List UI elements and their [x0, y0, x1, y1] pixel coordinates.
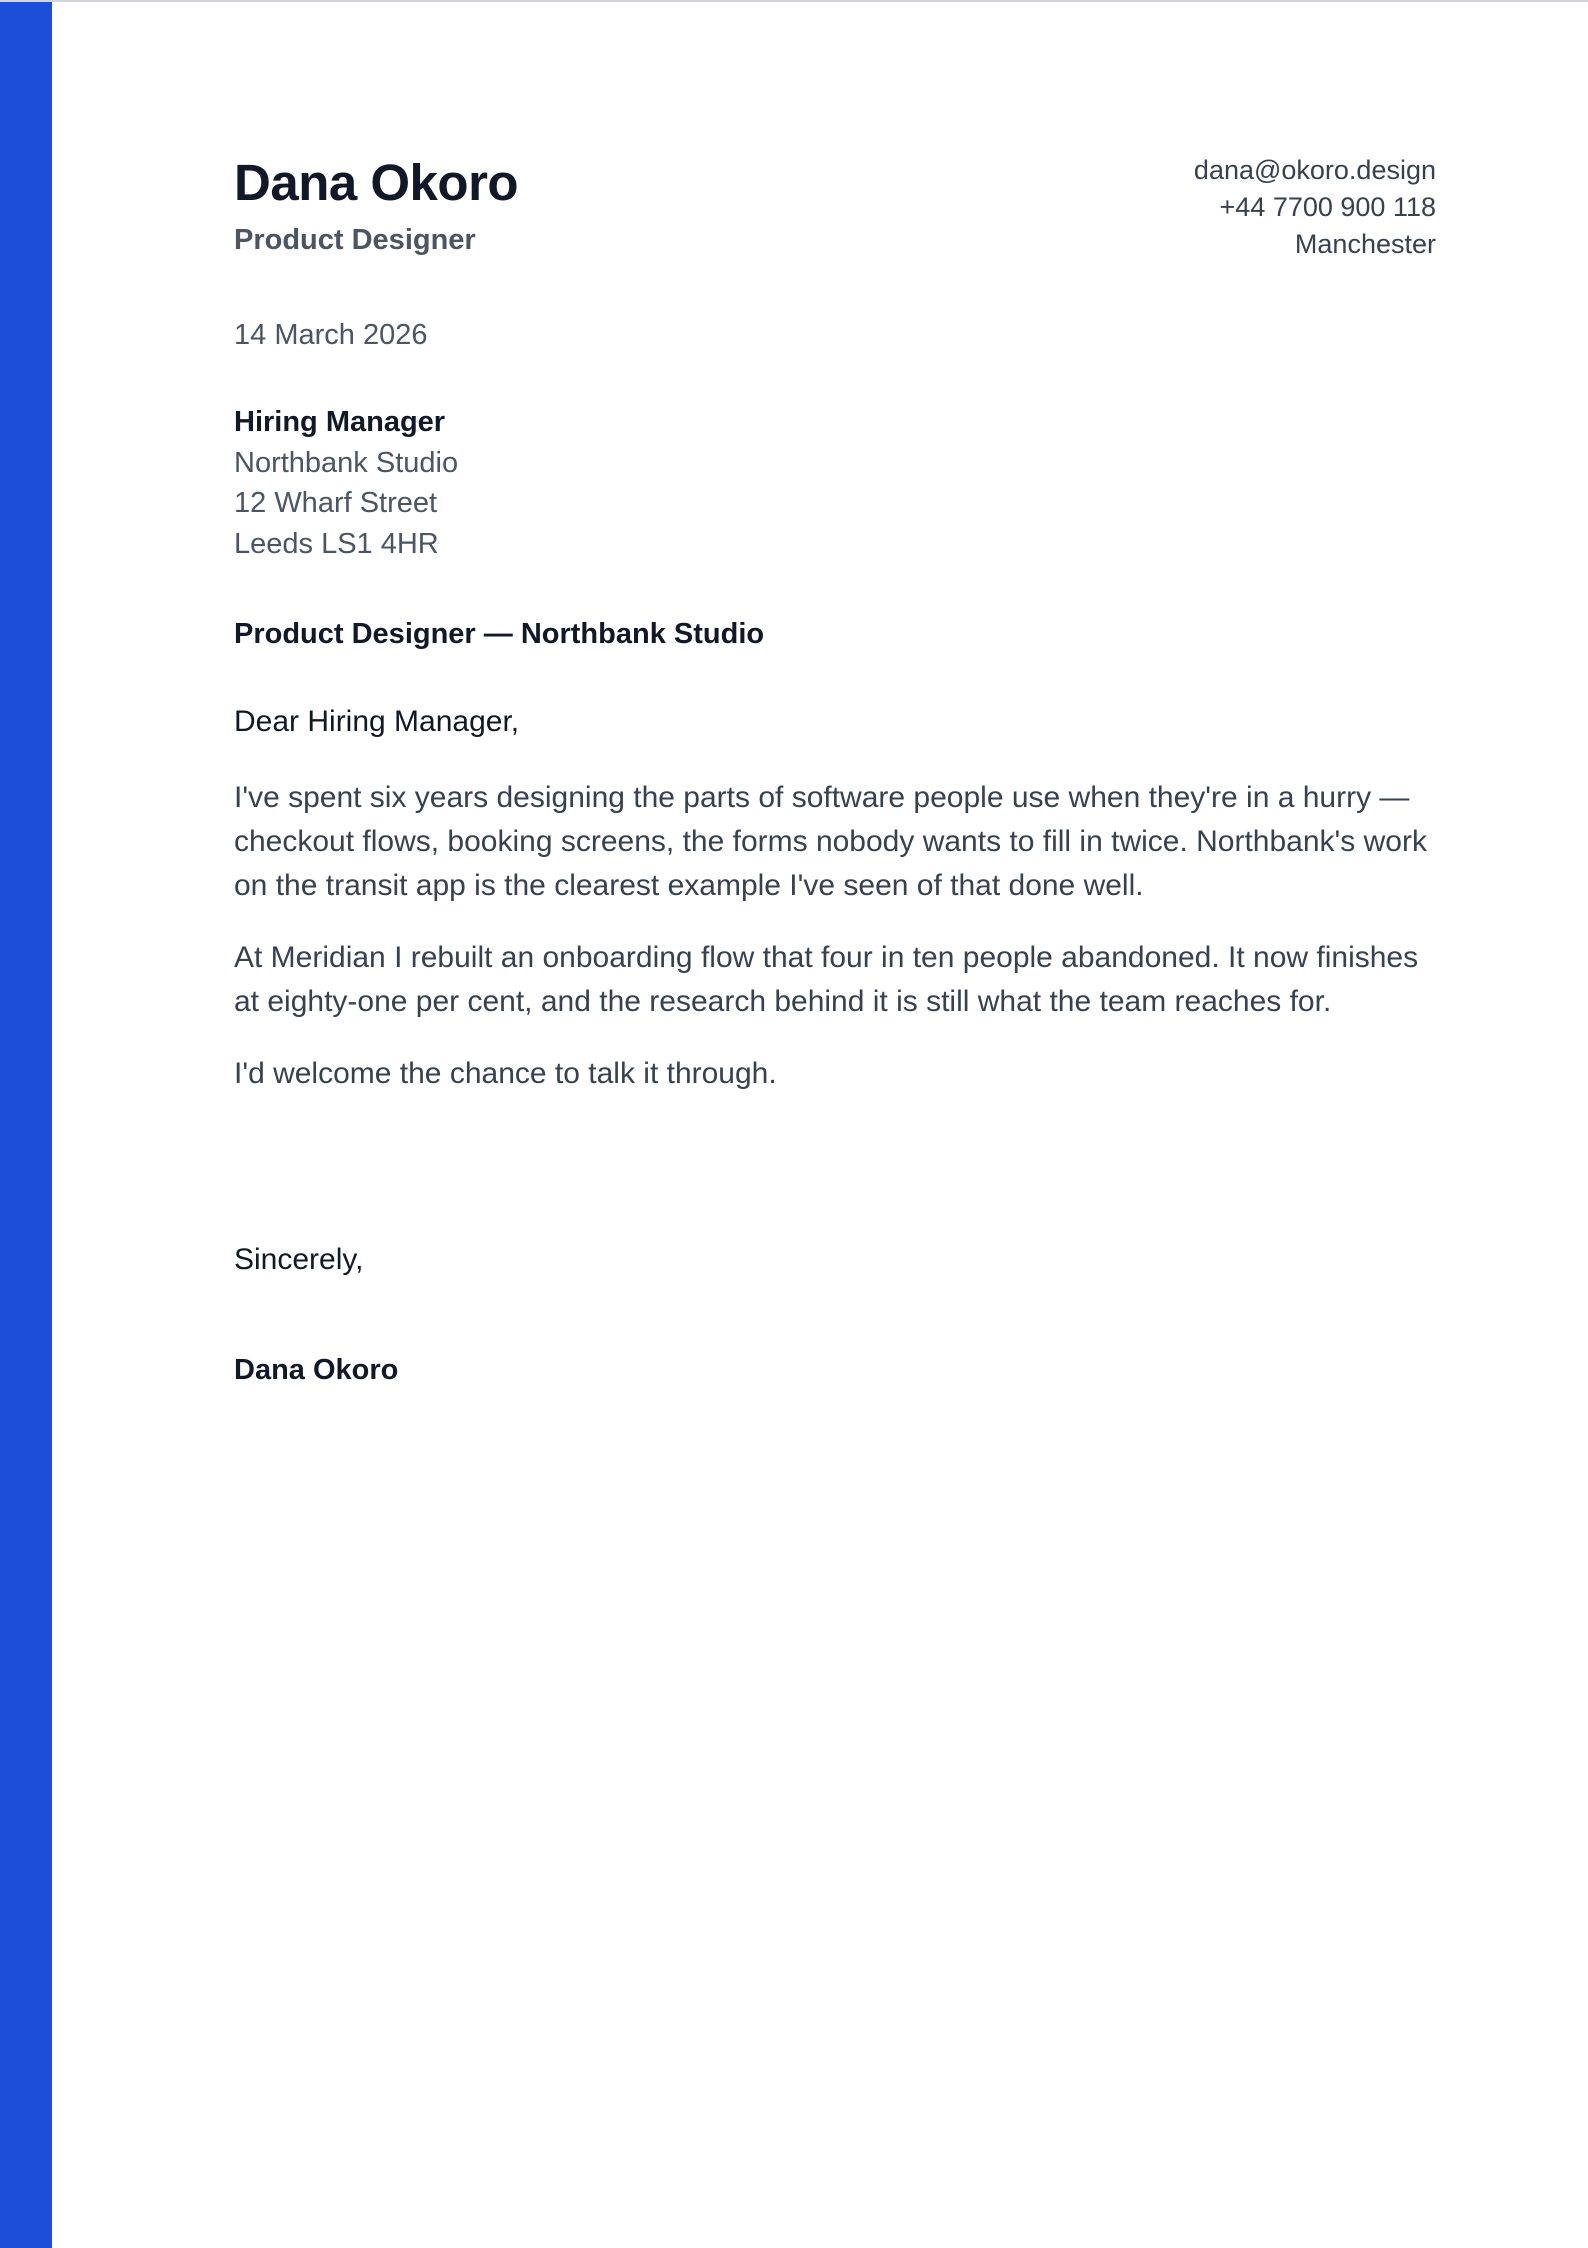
recipient-block: [234, 402, 458, 564]
body-paragraph: I'd welcome the chance to talk it through.: [234, 1057, 777, 1090]
signature-name: Dana Okoro: [234, 1354, 399, 1386]
recipient-company: Northbank Studio: [234, 446, 459, 479]
recipient-city: Leeds LS1 4HR: [234, 527, 439, 560]
closing: Sincerely,: [234, 1243, 364, 1276]
contact-block: [1194, 152, 1436, 263]
greeting: Dear Hiring Manager,: [234, 705, 520, 738]
letter-body: [234, 776, 1436, 1124]
recipient-title: Hiring Manager: [234, 406, 446, 438]
accent-bar: [0, 2, 52, 2248]
letter-date: 14 March 2026: [234, 319, 428, 351]
sender-role: Product Designer: [234, 224, 476, 256]
contact-email: dana@okoro.design: [1193, 155, 1436, 185]
subject-line: Product Designer — Northbank Studio: [234, 618, 765, 650]
contact-city: Manchester: [1294, 229, 1436, 259]
recipient-street: 12 Wharf Street: [234, 487, 438, 519]
body-paragraph: At Meridian I rebuilt an onboarding flow that four in ten people abandoned. It now finishes at eighty-one per cent, and the research behind it is still what the team reaches for.: [234, 941, 1419, 1018]
sender-name: Dana Okoro: [234, 154, 519, 211]
cover-letter-page: [234, 0, 1436, 2248]
body-paragraph: I've spent six years designing the parts of software people use when they're in a hurry — checkout flows, booking screens, the forms nobody wants to fill in twice. Northbank's work on the transit app is the clearest example I've seen of that done well.: [234, 781, 1427, 902]
contact-phone: +44 7700 900 118: [1219, 192, 1436, 222]
